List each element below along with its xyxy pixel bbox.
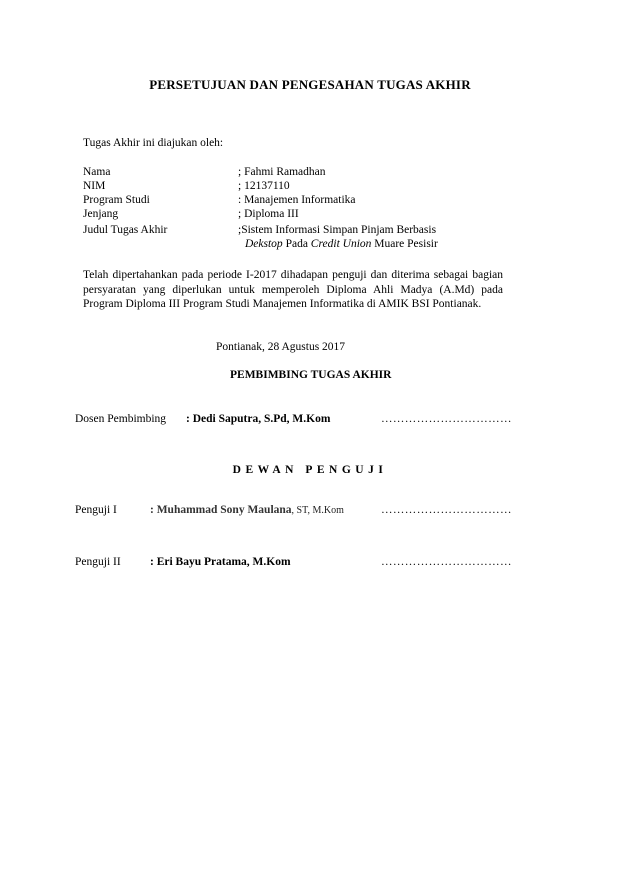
penguji2-signature-line: …………………………… bbox=[381, 556, 512, 568]
intro-text: Tugas Akhir ini diajukan oleh: bbox=[83, 137, 224, 149]
dewan-penguji-heading: DEWAN PENGUJI bbox=[232, 464, 388, 476]
field-label-nama: Nama bbox=[83, 166, 111, 178]
document-title: PERSETUJUAN DAN PENGESAHAN TUGAS AKHIR bbox=[149, 77, 471, 92]
penguji1-name-main: : Muhammad Sony Maulana bbox=[150, 504, 292, 516]
pembimbing-heading: PEMBIMBING TUGAS AKHIR bbox=[230, 369, 392, 381]
penguji2-name: : Eri Bayu Pratama, M.Kom bbox=[150, 556, 291, 568]
penguji1-label: Penguji I bbox=[75, 504, 117, 516]
penguji1-signature-line: …………………………… bbox=[381, 504, 512, 516]
dosen-label: Dosen Pembimbing bbox=[75, 413, 167, 425]
penguji2-label: Penguji II bbox=[75, 556, 121, 568]
field-value-jenjang: ; Diploma III bbox=[238, 208, 299, 220]
field-value-program-studi: : Manajemen Informatika bbox=[238, 194, 356, 206]
penguji1-name bbox=[150, 504, 344, 516]
judul-end: Muare Pesisir bbox=[371, 238, 438, 250]
field-label-jenjang: Jenjang bbox=[83, 208, 119, 220]
field-value-judul: ;Sistem Informasi Simpan Pinjam Berbasis bbox=[238, 224, 437, 236]
field-value-nim: ; 12137110 bbox=[238, 180, 290, 192]
field-label-program-studi: Program Studi bbox=[83, 194, 150, 206]
field-value-judul-line2 bbox=[245, 238, 438, 250]
place-date: Pontianak, 28 Agustus 2017 bbox=[216, 341, 346, 353]
approval-paragraph: Telah dipertahankan pada periode I-2017 dihadapan penguji dan diterima sebagai bagian persyaratan yang diperlukan untuk memperoleh Diploma Ahli Madya (A.Md) pada Program Diploma III Program Studi Manajemen Informatika di AMIK BSI Pontianak. bbox=[83, 269, 503, 310]
dosen-signature-line: …………………………… bbox=[381, 413, 512, 425]
penguji1-name-suffix: , ST, M.Kom bbox=[291, 505, 344, 516]
field-label-nim: NIM bbox=[83, 180, 106, 192]
field-value-nama: ; Fahmi Ramadhan bbox=[238, 166, 326, 178]
judul-italic-credit-union: Credit Union bbox=[310, 238, 372, 250]
field-label-judul: Judul Tugas Akhir bbox=[83, 224, 168, 236]
dosen-name: : Dedi Saputra, S.Pd, M.Kom bbox=[186, 413, 331, 425]
judul-italic-dekstop: Dekstop bbox=[245, 238, 283, 250]
judul-mid: Pada bbox=[282, 238, 311, 250]
